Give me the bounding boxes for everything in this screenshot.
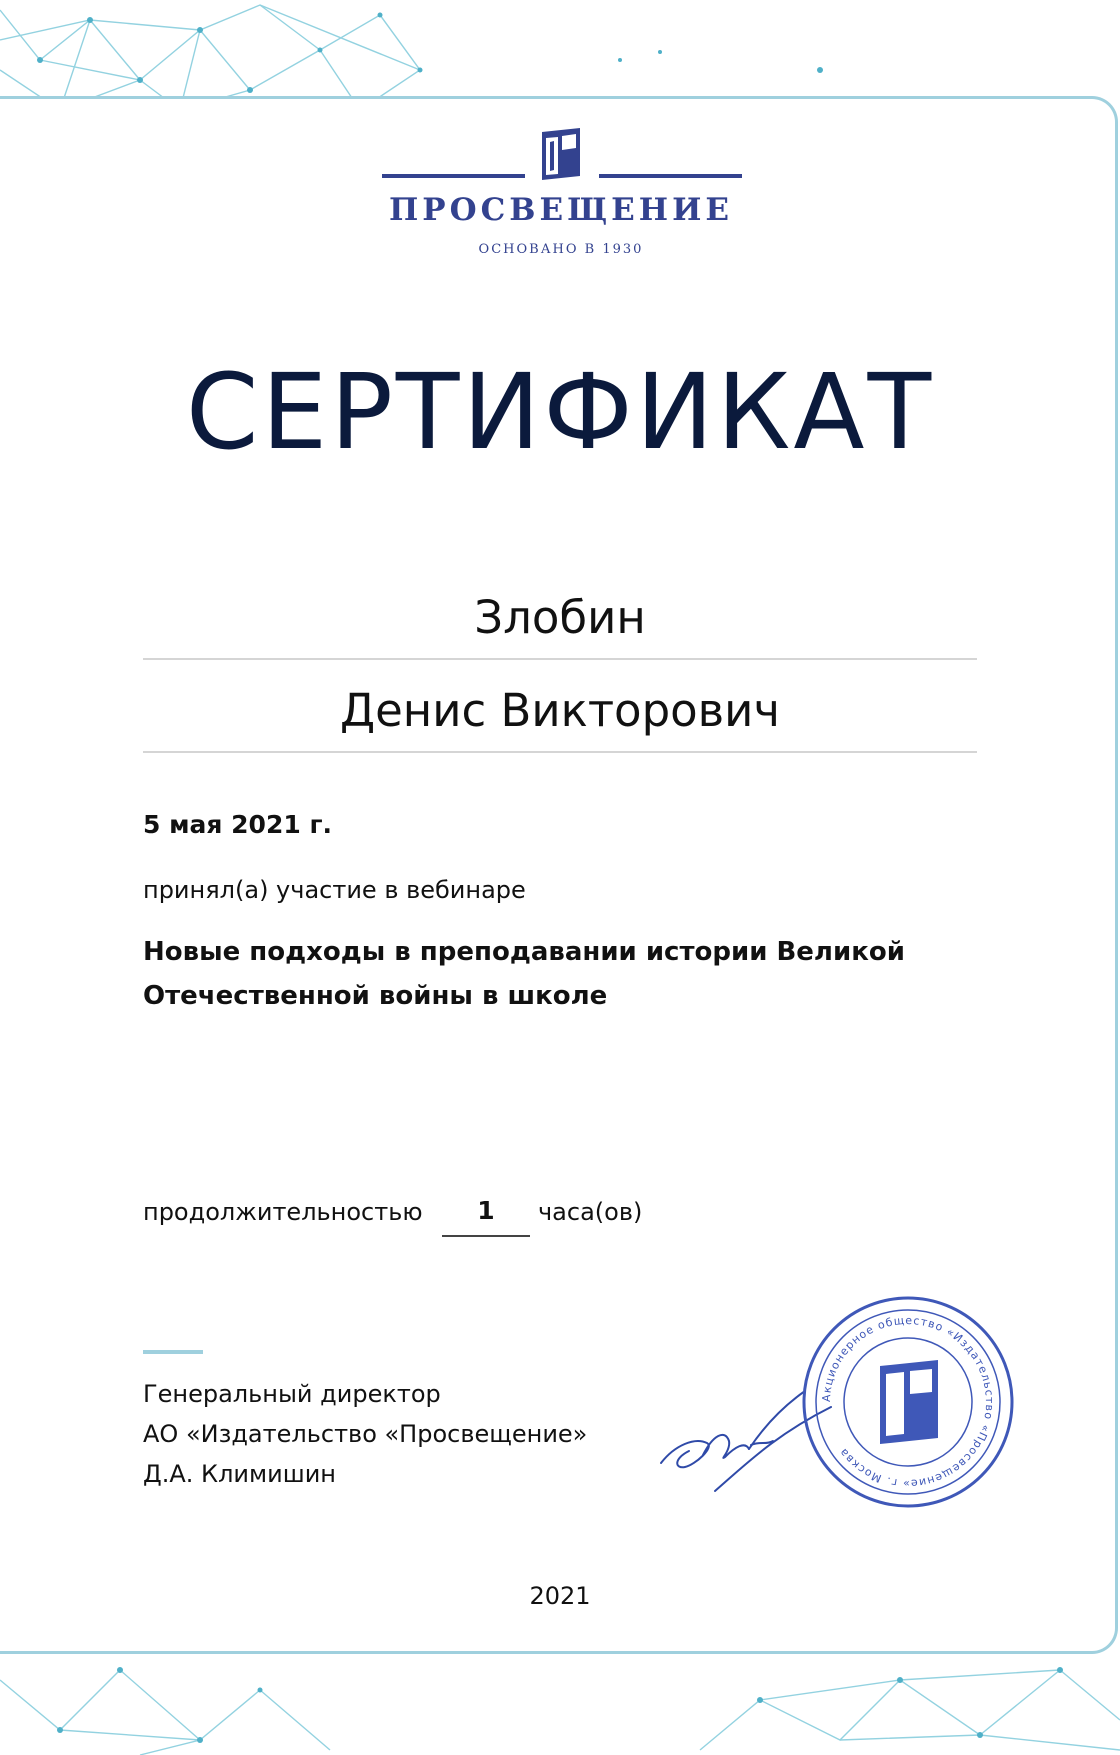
signatory-organization: АО «Издательство «Просвещение» <box>143 1420 588 1448</box>
participation-text: принял(а) участие в вебинаре <box>143 876 526 904</box>
duration-unit: часа(ов) <box>538 1198 643 1226</box>
event-date: 5 мая 2021 г. <box>143 810 333 839</box>
logo-rule-right <box>599 174 742 178</box>
duration-label: продолжительностью <box>143 1198 423 1226</box>
publisher-founded: ОСНОВАНО В 1930 <box>478 242 644 257</box>
stamp-emblem-icon <box>880 1360 938 1444</box>
webinar-title: Новые подходы в преподавании истории Великой Отечественной войны в школе <box>143 937 905 1011</box>
signatory-name: Д.А. Климишин <box>143 1460 336 1488</box>
signatory-position: Генеральный директор <box>143 1380 441 1408</box>
certificate-year: 2021 <box>529 1582 591 1610</box>
duration-value: 1 <box>442 1196 530 1237</box>
recipient-surname: Злобин <box>143 590 977 660</box>
recipient-given-names: Денис Викторович <box>143 683 977 753</box>
stamp-ring-text: Акционерное общество «Издательство «Просвещение» г. Москва <box>819 1313 997 1491</box>
official-stamp <box>798 1292 1018 1512</box>
signatory-block <box>143 1374 587 1494</box>
certificate-title: СЕРТИФИКАТ <box>185 351 935 473</box>
publisher-name: ПРОСВЕЩЕНИЕ <box>388 192 733 228</box>
accent-divider <box>143 1350 203 1354</box>
network-decoration-bottom <box>0 1640 1120 1755</box>
prosveshchenie-emblem-icon <box>538 126 584 182</box>
logo-rule-left <box>382 174 525 178</box>
publisher-logo <box>380 126 742 266</box>
